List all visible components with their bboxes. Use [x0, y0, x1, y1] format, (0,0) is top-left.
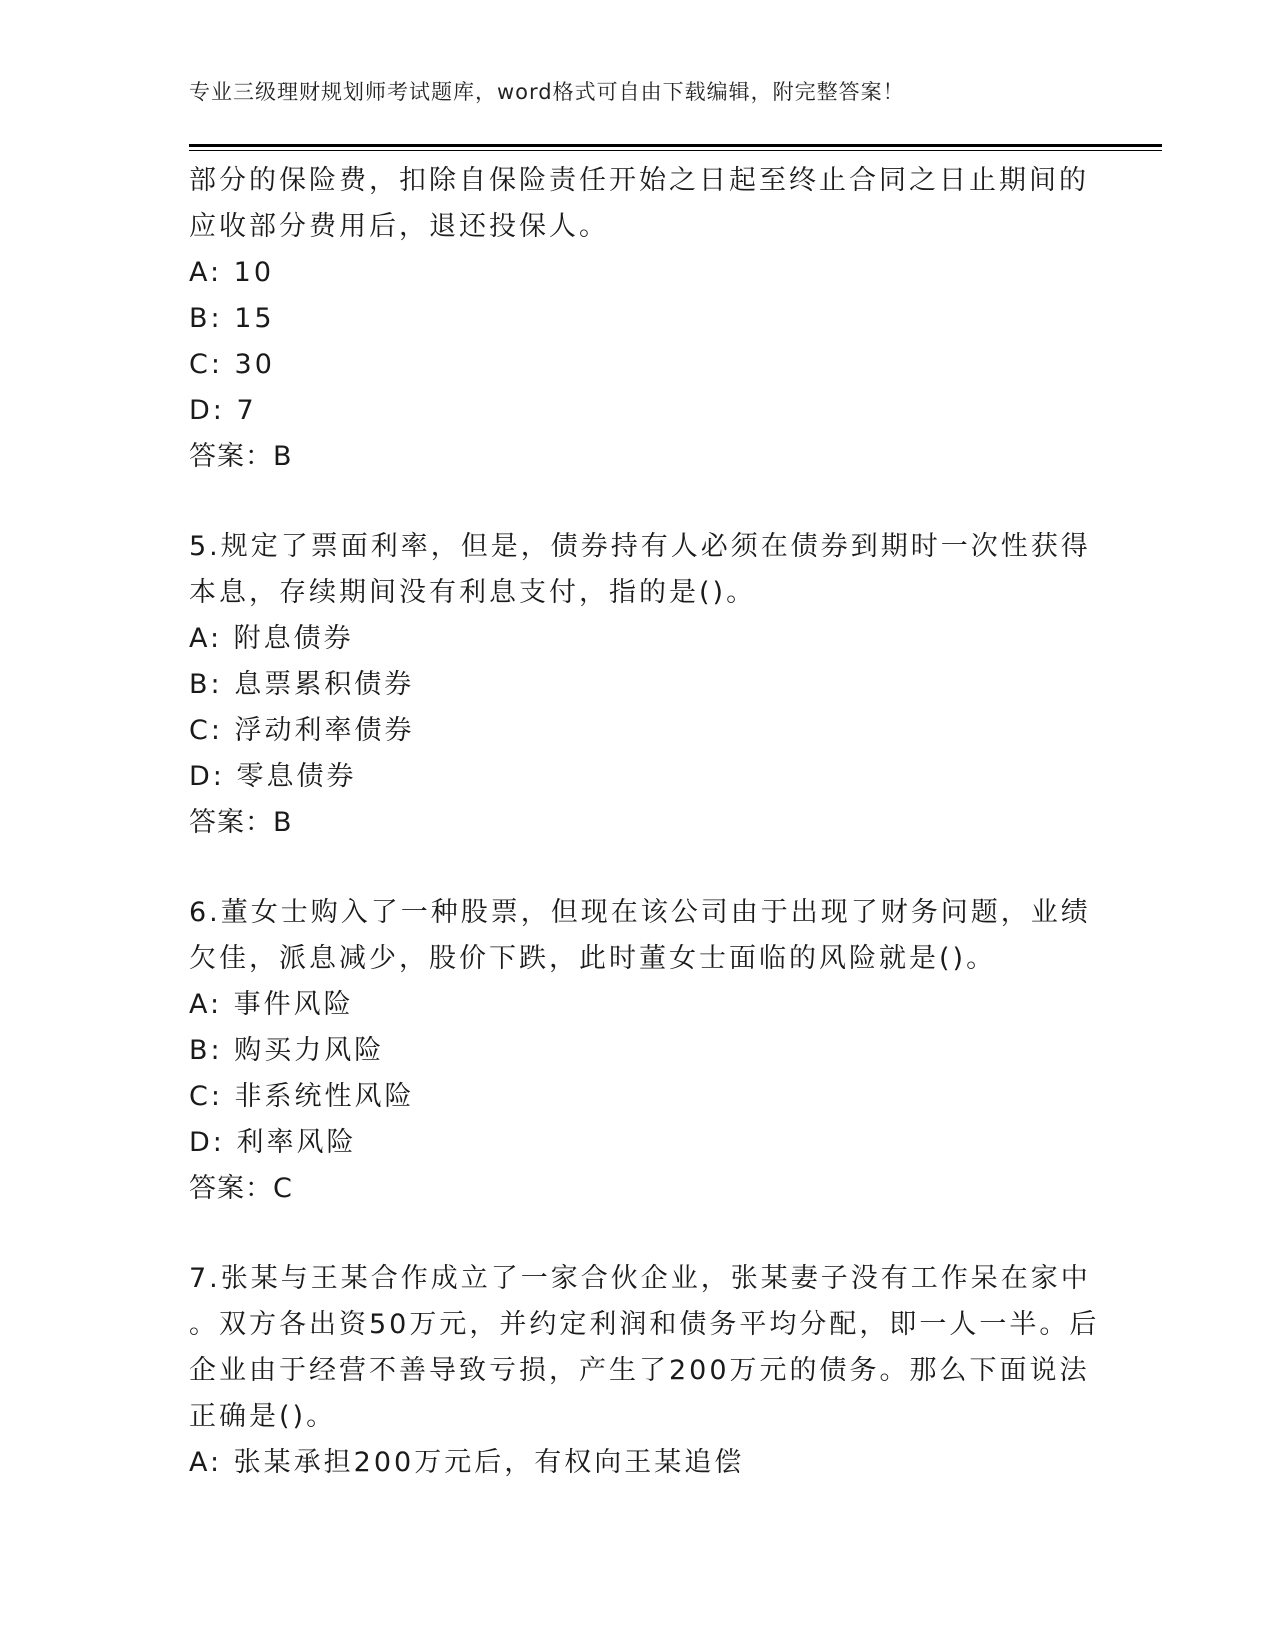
option-d: D: 7 — [189, 395, 257, 426]
question-stem-line: 企业由于经营不善导致亏损，产生了200万元的债务。那么下面说法 — [189, 1355, 1090, 1386]
answer-line: 答案：B — [189, 807, 293, 838]
answer-line: 答案：B — [189, 441, 293, 472]
block-spacer — [189, 1212, 1089, 1256]
question-block — [189, 890, 1089, 1212]
option-c: C: 30 — [189, 349, 275, 380]
option-b: B: 15 — [189, 303, 275, 334]
option-d: D: 利率风险 — [189, 1127, 357, 1158]
question-stem-line: 正确是()。 — [189, 1401, 337, 1432]
header-rule-thin — [189, 150, 1162, 151]
option-b: B: 息票累积债券 — [189, 669, 415, 700]
option-c: C: 浮动利率债券 — [189, 715, 415, 746]
option-a: A: 事件风险 — [189, 989, 354, 1020]
option-a: A: 附息债券 — [189, 623, 354, 654]
question-stem-line: 5.规定了票面利率，但是，债券持有人必须在债券到期时一次性获得 — [189, 531, 1091, 562]
header-rule-thick — [189, 144, 1162, 147]
answer-line: 答案：C — [189, 1173, 293, 1204]
question-stem-line: 。双方各出资50万元，并约定利润和债务平均分配，即一人一半。后 — [189, 1309, 1100, 1340]
option-a: A: 张某承担200万元后，有权向王某追偿 — [189, 1447, 745, 1478]
question-stem-line: 应收部分费用后，退还投保人。 — [189, 211, 609, 242]
question-stem-line: 部分的保险费，扣除自保险责任开始之日起至终止合同之日止期间的 — [189, 165, 1089, 196]
question-stem-line: 欠佳，派息减少，股价下跌，此时董女士面临的风险就是()。 — [189, 943, 997, 974]
question-stem-line: 6.董女士购入了一种股票，但现在该公司由于出现了财务问题，业绩 — [189, 897, 1091, 928]
option-b: B: 购买力风险 — [189, 1035, 385, 1066]
question-stem-line: 7.张某与王某合作成立了一家合伙企业，张某妻子没有工作呆在家中 — [189, 1263, 1091, 1294]
question-block — [189, 158, 1089, 480]
question-stem-line: 本息，存续期间没有利息支付，指的是()。 — [189, 577, 757, 608]
question-block — [189, 1256, 1100, 1486]
option-c: C: 非系统性风险 — [189, 1081, 415, 1112]
page-header: 专业三级理财规划师考试题库，word格式可自由下载编辑，附完整答案！ — [189, 80, 905, 104]
option-d: D: 零息债券 — [189, 761, 357, 792]
block-spacer — [189, 480, 1089, 524]
question-list — [189, 158, 1100, 1486]
block-spacer — [189, 846, 1089, 890]
option-a: A: 10 — [189, 257, 275, 288]
question-block — [189, 524, 1089, 846]
